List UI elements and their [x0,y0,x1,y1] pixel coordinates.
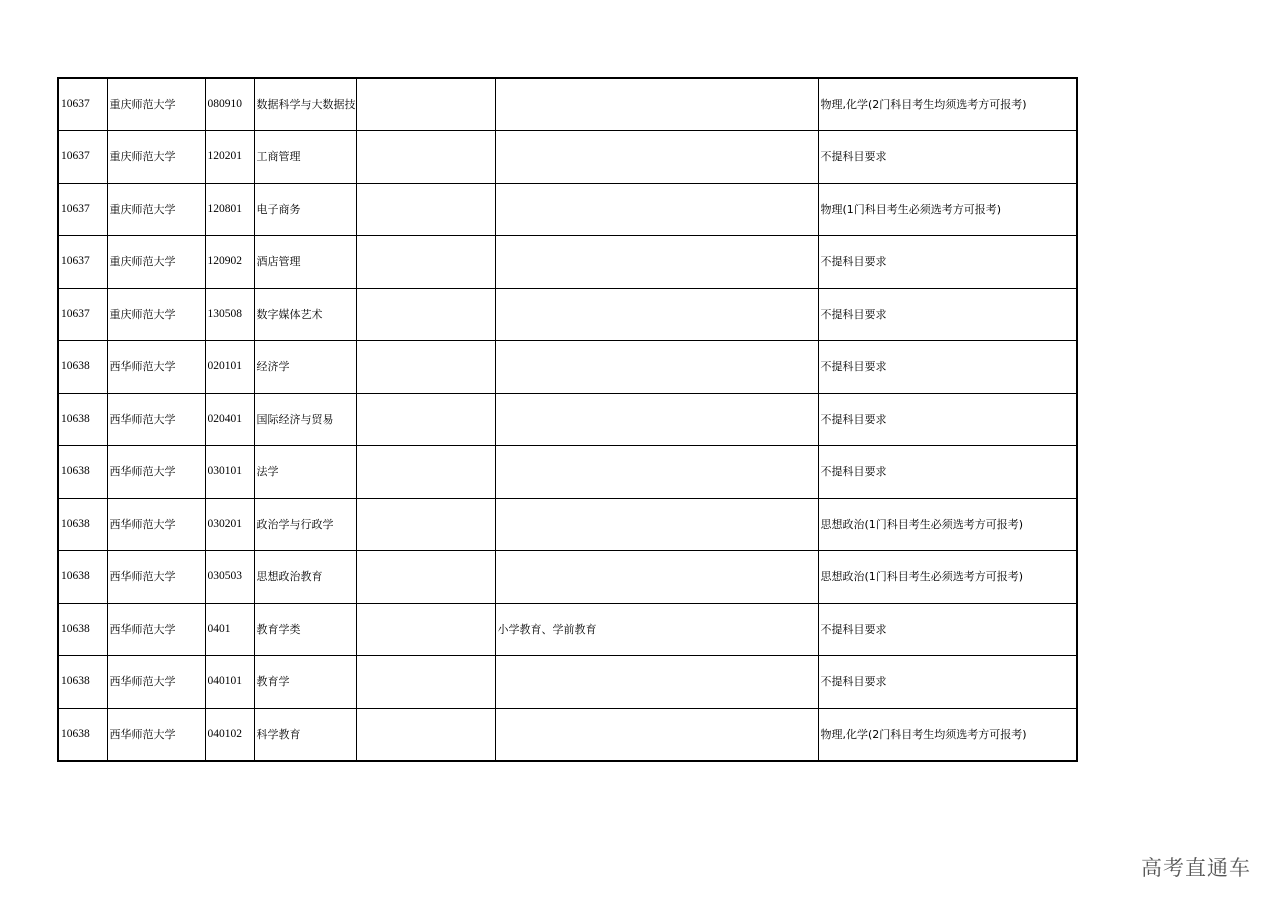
cell-subject-requirement: 不提科目要求 [818,236,1077,289]
cell-included-majors [495,708,818,761]
table-row [58,708,1077,761]
cell-school-name: 西华师范大学 [107,341,205,394]
cell-school-name: 重庆师范大学 [107,183,205,236]
cell-major-name: 数据科学与大数据技 [254,78,356,131]
cell-school-name: 西华师范大学 [107,551,205,604]
cell-included-majors: 小学教育、学前教育 [495,603,818,656]
table-row [58,498,1077,551]
cell-included-majors [495,551,818,604]
cell-major-code: 040101 [205,656,254,709]
cell-school-code: 10638 [58,341,107,394]
cell-major-name: 科学教育 [254,708,356,761]
cell-blank [356,498,495,551]
cell-major-code: 020401 [205,393,254,446]
data-table [57,77,1078,762]
table-row [58,341,1077,394]
table-row [58,603,1077,656]
cell-major-code: 040102 [205,708,254,761]
cell-subject-requirement: 物理,化学(2门科目考生均须选考方可报考) [818,78,1077,131]
cell-subject-requirement: 不提科目要求 [818,131,1077,184]
cell-subject-requirement: 思想政治(1门科目考生必须选考方可报考) [818,551,1077,604]
cell-school-name: 西华师范大学 [107,498,205,551]
cell-school-code: 10638 [58,446,107,499]
cell-major-code: 120801 [205,183,254,236]
cell-major-code: 130508 [205,288,254,341]
cell-school-name: 重庆师范大学 [107,131,205,184]
cell-blank [356,656,495,709]
cell-major-name: 思想政治教育 [254,551,356,604]
cell-school-name: 西华师范大学 [107,603,205,656]
cell-major-name: 国际经济与贸易 [254,393,356,446]
cell-subject-requirement: 不提科目要求 [818,341,1077,394]
cell-subject-requirement: 不提科目要求 [818,603,1077,656]
cell-major-name: 工商管理 [254,131,356,184]
cell-school-code: 10637 [58,78,107,131]
cell-major-name: 电子商务 [254,183,356,236]
cell-school-code: 10637 [58,288,107,341]
cell-included-majors [495,131,818,184]
table-row [58,78,1077,131]
cell-major-name: 数字媒体艺术 [254,288,356,341]
table-row [58,446,1077,499]
cell-major-name: 经济学 [254,341,356,394]
cell-major-code: 030503 [205,551,254,604]
cell-subject-requirement: 不提科目要求 [818,446,1077,499]
cell-subject-requirement: 物理(1门科目考生必须选考方可报考) [818,183,1077,236]
cell-included-majors [495,446,818,499]
cell-school-name: 重庆师范大学 [107,78,205,131]
cell-subject-requirement: 物理,化学(2门科目考生均须选考方可报考) [818,708,1077,761]
table-row [58,551,1077,604]
cell-included-majors [495,393,818,446]
cell-blank [356,236,495,289]
cell-subject-requirement: 不提科目要求 [818,288,1077,341]
cell-included-majors [495,341,818,394]
table-row [58,183,1077,236]
cell-school-name: 西华师范大学 [107,708,205,761]
cell-subject-requirement: 不提科目要求 [818,393,1077,446]
cell-subject-requirement: 不提科目要求 [818,656,1077,709]
cell-school-name: 西华师范大学 [107,393,205,446]
cell-major-name: 教育学类 [254,603,356,656]
cell-blank [356,551,495,604]
table-row [58,236,1077,289]
cell-major-name: 法学 [254,446,356,499]
cell-blank [356,288,495,341]
cell-major-name: 教育学 [254,656,356,709]
cell-school-name: 重庆师范大学 [107,288,205,341]
table-row [58,288,1077,341]
cell-blank [356,446,495,499]
cell-school-code: 10638 [58,498,107,551]
cell-school-name: 西华师范大学 [107,656,205,709]
cell-subject-requirement: 思想政治(1门科目考生必须选考方可报考) [818,498,1077,551]
cell-blank [356,78,495,131]
cell-school-code: 10637 [58,236,107,289]
cell-blank [356,708,495,761]
table-row [58,393,1077,446]
cell-included-majors [495,498,818,551]
cell-included-majors [495,288,818,341]
cell-school-code: 10638 [58,393,107,446]
table-row [58,656,1077,709]
cell-school-name: 西华师范大学 [107,446,205,499]
cell-included-majors [495,236,818,289]
cell-major-code: 030201 [205,498,254,551]
cell-blank [356,183,495,236]
cell-included-majors [495,656,818,709]
cell-major-code: 030101 [205,446,254,499]
cell-major-code: 0401 [205,603,254,656]
cell-major-name: 政治学与行政学 [254,498,356,551]
cell-major-code: 120902 [205,236,254,289]
cell-blank [356,341,495,394]
cell-school-name: 重庆师范大学 [107,236,205,289]
cell-school-code: 10637 [58,183,107,236]
watermark-text: 高考直通车 [1141,856,1251,880]
cell-school-code: 10638 [58,656,107,709]
cell-school-code: 10638 [58,551,107,604]
cell-included-majors [495,78,818,131]
cell-school-code: 10637 [58,131,107,184]
cell-major-name: 酒店管理 [254,236,356,289]
cell-included-majors [495,183,818,236]
table-row [58,131,1077,184]
cell-major-code: 080910 [205,78,254,131]
cell-major-code: 020101 [205,341,254,394]
cell-school-code: 10638 [58,603,107,656]
cell-blank [356,131,495,184]
cell-blank [356,603,495,656]
cell-major-code: 120201 [205,131,254,184]
cell-blank [356,393,495,446]
table-body [58,78,1077,761]
cell-school-code: 10638 [58,708,107,761]
